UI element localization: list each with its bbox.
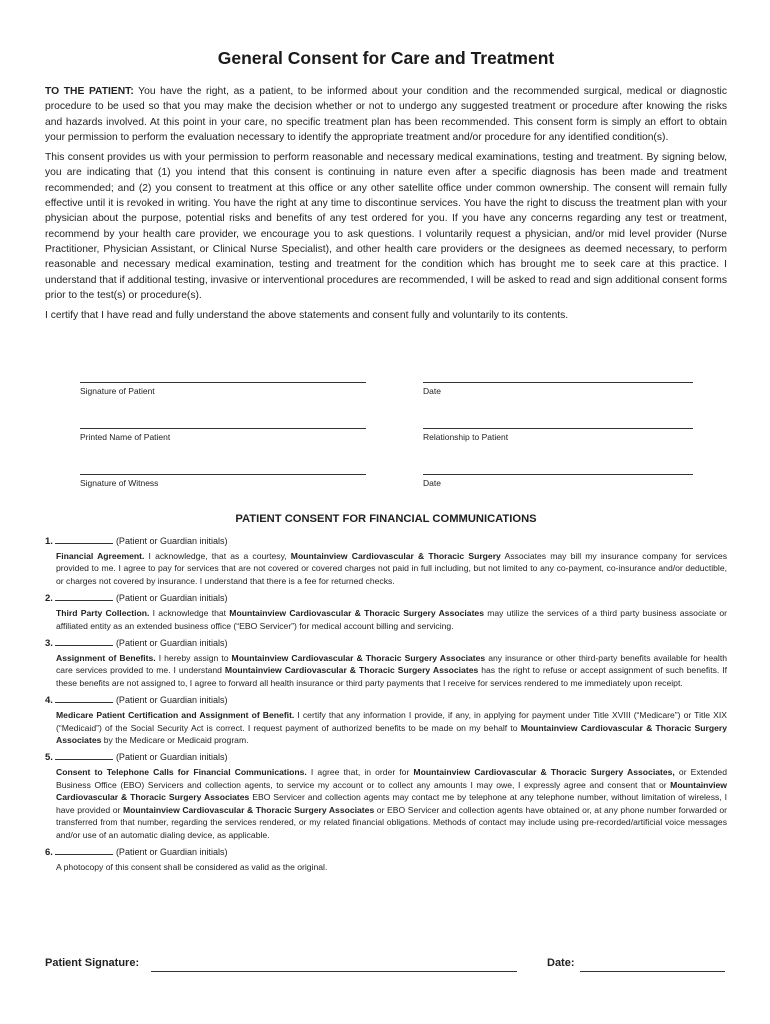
intro-paragraph [45,308,727,323]
item-body [56,709,727,746]
item-header [45,636,727,650]
financial-items-list [45,534,727,877]
initials-blank[interactable] [55,845,113,855]
item-body [56,766,727,840]
financial-item [45,591,727,632]
signature-line[interactable] [80,458,366,475]
initials-label: (Patient or Guardian initials) [115,752,228,763]
field-label: Signature of Patient [80,386,155,396]
signature-line[interactable] [423,458,693,475]
item-bold-text: Mountainview Cardiovascular & Thoracic Surgery Associates [231,653,486,664]
paragraph-text: You have the right, as a patient, to be informed about your condition and the recommended surgical, medical or diagnostic procedure to be used so that you may make the decision whether or not to undergo any suggested treatment or procedure after knowing the risks and hazards involved. At this point in your care, no specific treatment plan has been recommended. This consent form is simply an effort to obtain your permission to perform the evaluation necessary to identify the appropriate treatment and/or procedure for any identified condition(s). [45,86,727,143]
item-text: I hereby assign to [155,653,232,664]
signature-block [45,366,727,504]
item-number: 3. [45,638,53,650]
item-text: I certify that any information I provide, if any, in applying for payment under Title XVIII (“Medicare”) or Title XIX (“Medicaid”) of the Social Security Act is correct. I request payment of authorized benefits to be made on my behalf to [56,710,727,733]
item-text: may utilize the services of a third party business associate or affiliated entity as an extended business office (“EBO Servicer”) for medical account billing and servicing. [56,608,728,631]
initials-blank[interactable] [55,636,113,646]
item-text: has the right to refuse or accept assignment of such benefits. If these benefits are not assigned to, I agree to forward all health insurance or third party payments that I receive for services rendered to me immediately upon receipt. [56,665,728,688]
initials-blank[interactable] [55,693,113,703]
initials-label: (Patient or Guardian initials) [115,695,228,706]
financial-item [45,636,727,689]
item-body [56,550,727,587]
initials-label: (Patient or Guardian initials) [115,846,228,857]
item-header [45,534,727,548]
item-text: or Extended Business Office (EBO) Servicers and collection agents, to service my account or to collect any amounts I may owe, I expressly agree and consent that or [56,767,727,790]
intro-section [45,84,727,328]
date-field-1[interactable] [423,366,693,396]
financial-item [45,750,727,840]
document-title: General Consent for Care and Treatment [217,48,555,68]
item-text: I acknowledge that [149,608,230,619]
item-bold-text: Financial Agreement. [56,551,145,561]
patient-signature-line[interactable] [151,971,517,972]
initials-label: (Patient or Guardian initials) [115,593,228,604]
financial-section-title: PATIENT CONSENT FOR FINANCIAL COMMUNICATIONS [235,513,537,525]
paragraph-text: I certify that I have read and fully understand the above statements and consent fully and voluntarily to its contents. [45,310,569,322]
item-text: I acknowledge, that as a courtesy, [144,551,291,561]
field-label: Relationship to Patient [423,432,509,442]
item-body [56,652,727,689]
signature-line[interactable] [80,366,366,383]
item-bold-text: Mountainview Cardiovascular & Thoracic Surgery [290,551,501,561]
item-bold-text: Assignment of Benefits. [56,653,156,664]
patient-signature-field[interactable] [80,366,366,396]
field-label: Date [423,478,441,488]
item-number: 4. [45,695,53,707]
item-bold-text: Mountainview Cardiovascular & Thoracic Surgery Associates [56,722,728,746]
item-header [45,693,727,707]
item-bold-text: Mountainview Cardiovascular & Thoracic Surgery Associates [56,779,727,803]
initials-blank[interactable] [55,591,113,601]
signature-line[interactable] [423,412,693,429]
item-header [45,591,727,605]
initials-label: (Patient or Guardian initials) [115,638,228,649]
item-bold-text: Mountainview Cardiovascular & Thoracic Surgery Associates [122,804,375,815]
item-text: EBO Servicer and collection agents may contact me by telephone at any telephone number, without limitation of wireless, I have provided or [56,792,727,815]
financial-item [45,534,727,587]
patient-signature-label: Patient Signature: [45,957,140,969]
item-number: 2. [45,593,53,605]
field-label: Date [423,386,441,396]
item-text: or EBO Servicer and collection agents have obtained or, at any phone number forwarded or transferred from that number, regarding the services rendered, or my related financial obligations. Methods of contact may include using pre-recorded/artificial voice messages and/or use of an automatic dialing device, as applicable. [56,804,728,840]
item-text: any insurance or other third-party benefits available for health care services provided to me. I understand [56,653,727,676]
item-header [45,845,727,859]
financial-item [45,845,727,873]
item-number: 1. [45,536,53,547]
intro-paragraph [45,84,727,145]
item-number: 5. [45,752,53,764]
item-bold-text: Third Party Collection. [56,608,150,619]
item-body [56,861,727,873]
item-header [45,750,727,764]
signature-line[interactable] [423,366,693,383]
item-text: Associates may bill my insurance company for services provided to me. I agree to pay for services that are not covered or covered charges not paid in full including, but not limited to any co-payment, co-insurance and/or deductible, or charges not covered by insurance. I understand that there is a fee for returned checks. [56,551,727,586]
date-label: Date: [547,957,575,969]
date-field-2[interactable] [423,458,693,488]
initials-blank[interactable] [55,750,113,760]
footer-signature [45,957,727,977]
date-line[interactable] [580,971,725,972]
witness-signature-field[interactable] [80,458,366,488]
intro-paragraph [45,150,727,303]
signature-row-1 [45,366,727,412]
initials-blank[interactable] [55,534,113,544]
item-number: 6. [45,846,53,858]
field-label: Signature of Witness [80,478,159,488]
paragraph-text: This consent provides us with your permission to perform reasonable and necessary medical examinations, testing and treatment. By signing below, you are indicating that (1) you intend that this consent is continuing in nature even after a specific diagnosis has been made and treatment recommended; and (2) you consent to treatment at this office or any other satellite office under common ownership. The consent will remain fully effective until it is revoked in writing. You have the right at any time to discontinue services. You have the right to discuss the treatment plan with your physician about the purpose, potential risks and benefits of any test ordered for you. If you have any concerns regarding any test or treatment, recommend by your health care provider, we encourage you to ask questions. I voluntarily request a physician, and/or mid level provider (Nurse Practitioner, Physician Assistant, or Clinical Nurse Specialist), and other health care providers or the designees as deemed necessary, to perform reasonable and necessary medical examination, testing and treatment for the condition which has brought me to seek care at this practice. I understand that if additional testing, invasive or interventional procedures are recommended, I will be asked to read and sign additional consent forms prior to the test(s) or procedure(s). [45,152,727,301]
item-body [56,607,727,632]
item-text: by the Medicare or Medicaid program. [101,735,249,746]
item-text: A photocopy of this consent shall be considered as valid as the original. [56,861,328,872]
item-bold-text: Mountainview Cardiovascular & Thoracic Surgery Associates, [413,767,675,778]
item-bold-text: Consent to Telephone Calls for Financial Communications. [56,767,307,778]
field-label: Printed Name of Patient [80,432,171,442]
relationship-field[interactable] [423,412,693,442]
item-bold-text: Mountainview Cardiovascular & Thoracic Surgery Associates [224,665,479,676]
item-bold-text: Mountainview Cardiovascular & Thoracic Surgery Associates [229,608,484,619]
signature-row-3 [45,458,727,504]
paragraph-lead: TO THE PATIENT: [45,86,134,97]
signature-line[interactable] [80,412,366,429]
printed-name-field[interactable] [80,412,366,442]
financial-item [45,693,727,746]
initials-label: (Patient or Guardian initials) [115,536,228,546]
item-text: I agree that, in order for [306,767,414,778]
signature-row-2 [45,412,727,458]
item-bold-text: Medicare Patient Certification and Assignment of Benefit. [56,710,295,721]
